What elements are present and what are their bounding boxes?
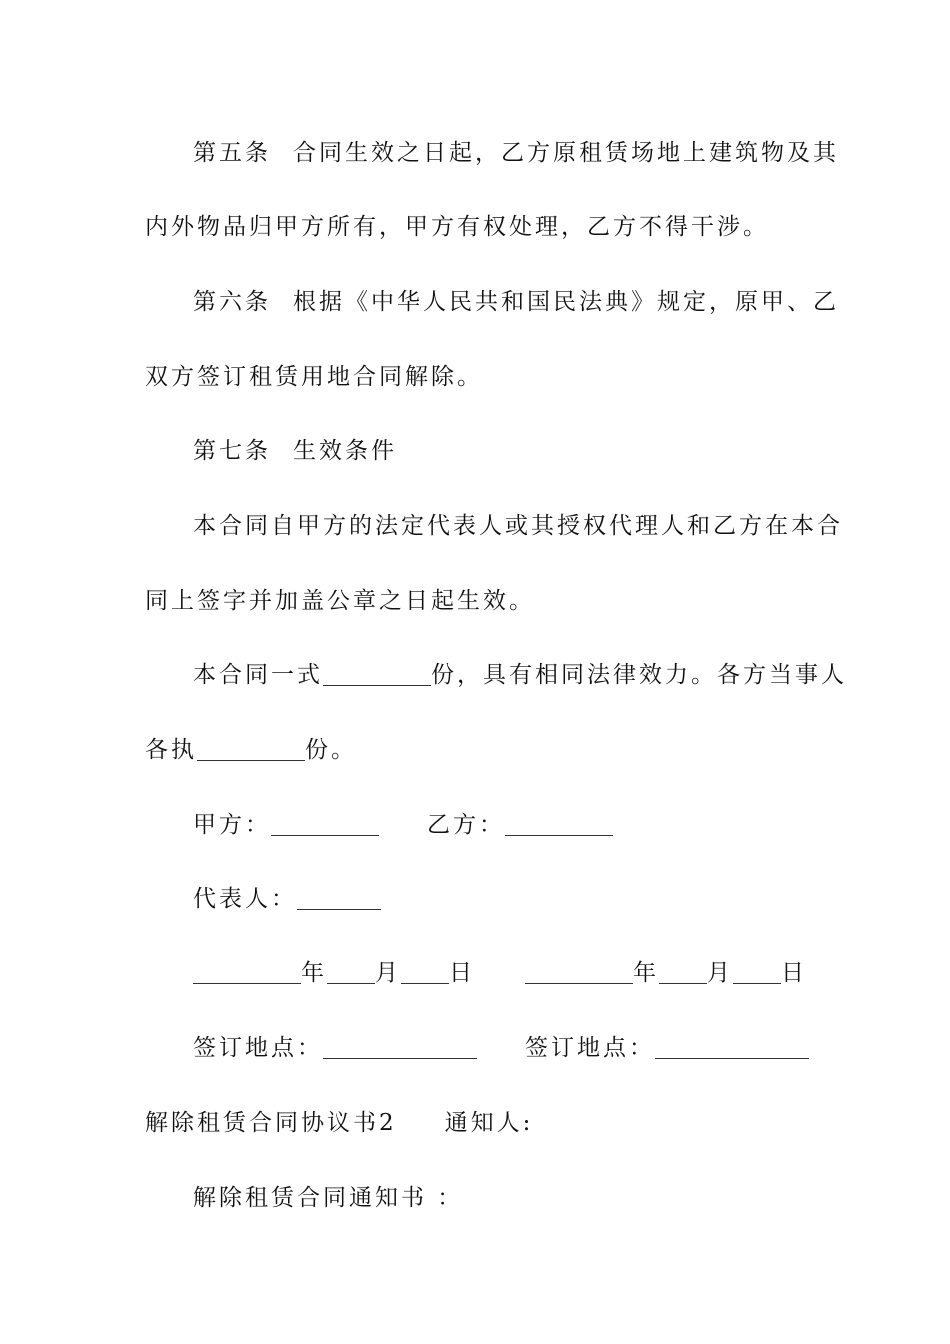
article-5-line-1 xyxy=(193,138,839,168)
copies-line-1 xyxy=(193,660,847,690)
date-a-year-blank[interactable] xyxy=(193,961,301,984)
each-holds-unit: 份。 xyxy=(305,737,357,763)
article-6-line-1 xyxy=(193,287,839,317)
date-a-day-blank[interactable] xyxy=(401,961,449,984)
effect-paragraph-line-2: 同上签字并加盖公章之日起生效。 xyxy=(145,588,535,614)
notice-title: 解除租赁合同通知书 ： xyxy=(193,1185,464,1211)
signing-place-line xyxy=(193,1033,809,1063)
next-section-title: 解除租赁合同协议书2 xyxy=(145,1110,397,1136)
each-holds-blank[interactable] xyxy=(197,738,305,761)
next-section-line xyxy=(145,1108,533,1138)
copies-text-b: 份，具有相同法律效力。各方当事人 xyxy=(431,662,847,688)
party-b-label: 乙方： xyxy=(427,812,505,838)
signing-place-b-blank[interactable] xyxy=(655,1036,809,1059)
article-7-heading-line xyxy=(193,436,397,466)
effect-paragraph-line-1: 本合同自甲方的法定代表人或其授权代理人和乙方在本合 xyxy=(193,513,843,539)
article-6-heading: 第六条 xyxy=(193,289,271,315)
each-holds-text: 各执 xyxy=(145,737,197,763)
article-7-title: 生效条件 xyxy=(293,438,397,464)
party-a-blank[interactable] xyxy=(271,813,379,836)
article-5-heading: 第五条 xyxy=(193,140,271,166)
date-a-month-label: 月 xyxy=(375,960,401,986)
date-b-day-blank[interactable] xyxy=(733,961,781,984)
signing-place-b-label: 签订地点： xyxy=(525,1035,655,1061)
date-line xyxy=(193,958,807,988)
date-b-year-blank[interactable] xyxy=(525,961,633,984)
article-5-line-2: 内外物品归甲方所有，甲方有权处理，乙方不得干涉。 xyxy=(145,214,769,240)
article-7-heading: 第七条 xyxy=(193,438,271,464)
date-b-month-label: 月 xyxy=(707,960,733,986)
representative-label: 代表人： xyxy=(193,886,297,912)
date-a-day-label: 日 xyxy=(449,960,475,986)
copies-line-2 xyxy=(145,735,357,765)
parties-line xyxy=(193,810,613,840)
signing-place-a-blank[interactable] xyxy=(323,1036,477,1059)
copies-text-a: 本合同一式 xyxy=(193,662,323,688)
article-6-line-2: 双方签订租赁用地合同解除。 xyxy=(145,364,483,390)
date-b-month-blank[interactable] xyxy=(659,961,707,984)
party-b-blank[interactable] xyxy=(505,813,613,836)
representative-line xyxy=(193,884,381,914)
article-5-text: 合同生效之日起，乙方原租赁场地上建筑物及其 xyxy=(293,140,839,166)
copies-count-blank[interactable] xyxy=(323,663,431,686)
date-a-month-blank[interactable] xyxy=(327,961,375,984)
date-a-year-label: 年 xyxy=(301,960,327,986)
date-b-day-label: 日 xyxy=(781,960,807,986)
representative-blank[interactable] xyxy=(297,887,381,910)
article-6-text: 根据《中华人民共和国民法典》规定，原甲、乙 xyxy=(293,289,839,315)
notifier-label: 通知人: xyxy=(444,1110,534,1136)
date-b-year-label: 年 xyxy=(633,960,659,986)
signing-place-a-label: 签订地点： xyxy=(193,1035,323,1061)
party-a-label: 甲方： xyxy=(193,812,271,838)
